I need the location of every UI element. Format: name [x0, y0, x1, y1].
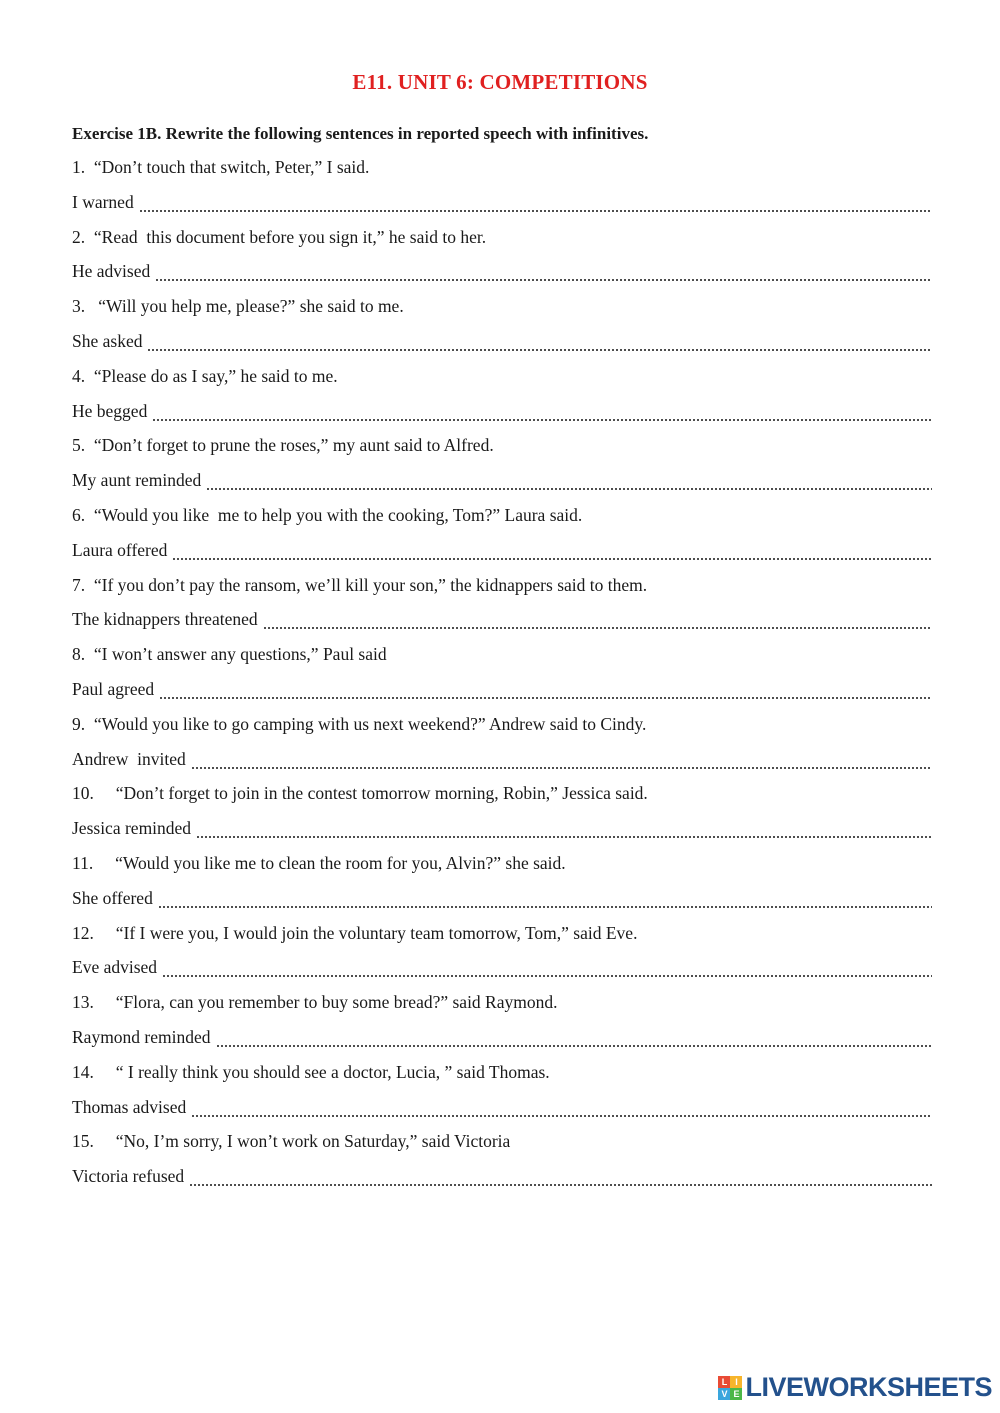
answer-line [72, 1023, 932, 1058]
answer-line [72, 397, 932, 432]
answer-input[interactable] [196, 820, 932, 840]
answer-prefix: Raymond reminded [72, 1026, 211, 1047]
answer-input[interactable] [139, 194, 932, 214]
answer-input[interactable] [172, 542, 932, 562]
liveworksheets-logo-icon [718, 1376, 742, 1400]
answer-prefix: Eve advised [72, 957, 158, 978]
exercise-item [72, 919, 932, 989]
answer-line [72, 675, 932, 710]
exercise-item [72, 153, 932, 223]
answer-line [72, 536, 932, 571]
exercise-item [72, 1058, 932, 1128]
question-text: 3. “Will you help me, please?” she said to me. [72, 296, 404, 317]
exercise-instruction: Exercise 1B. Rewrite the following sentences in reported speech with infinitives. [72, 124, 649, 143]
question-text: 14. “ I really think you should see a doctor, Lucia, ” said Thomas. [72, 1061, 550, 1082]
answer-prefix: The kidnappers threatened [72, 609, 258, 630]
question-text: 10. “Don’t forget to join in the contest tomorrow morning, Robin,” Jessica said. [72, 783, 648, 804]
answer-prefix: He advised [72, 261, 151, 282]
exercise-item [72, 431, 932, 501]
question-text: 9. “Would you like to go camping with us next weekend?” Andrew said to Cindy. [72, 713, 647, 734]
question-text: 7. “If you don’t pay the ransom, we’ll kill your son,” the kidnappers said to them. [72, 574, 648, 595]
exercise-item [72, 501, 932, 571]
exercise-item [72, 988, 932, 1058]
answer-prefix: Thomas advised [72, 1096, 187, 1117]
answer-input[interactable] [162, 959, 932, 979]
page-title: E11. UNIT 6: COMPETITIONS [352, 70, 648, 94]
question-text: 4. “Please do as I say,” he said to me. [72, 365, 338, 386]
question-text: 5. “Don’t forget to prune the roses,” my aunt said to Alfred. [72, 435, 494, 456]
question-text: 8. “I won’t answer any questions,” Paul said [72, 644, 387, 665]
answer-line [72, 953, 932, 988]
logo-letter: I [730, 1376, 742, 1388]
answer-line [72, 1162, 932, 1197]
answer-input[interactable] [216, 1029, 932, 1049]
answer-line [72, 884, 932, 919]
answer-input[interactable] [152, 403, 932, 423]
answer-prefix: Jessica reminded [72, 818, 192, 839]
exercise-list [72, 153, 932, 1197]
answer-line [72, 327, 932, 362]
answer-prefix: She asked [72, 330, 143, 351]
question-text: 13. “Flora, can you remember to buy some bread?” said Raymond. [72, 992, 558, 1013]
answer-line [72, 466, 932, 501]
answer-input[interactable] [147, 333, 932, 353]
answer-input[interactable] [206, 472, 932, 492]
logo-letter: E [730, 1388, 742, 1400]
answer-prefix: My aunt reminded [72, 470, 202, 491]
exercise-item [72, 1127, 932, 1197]
logo-letter: L [718, 1376, 730, 1388]
exercise-item [72, 362, 932, 432]
answer-input[interactable] [189, 1168, 932, 1188]
question-text: 15. “No, I’m sorry, I won’t work on Saturday,” said Victoria [72, 1131, 511, 1152]
answer-input[interactable] [191, 751, 932, 771]
answer-prefix: Victoria refused [72, 1166, 185, 1187]
answer-prefix: Paul agreed [72, 678, 155, 699]
exercise-item [72, 292, 932, 362]
question-text: 12. “If I were you, I would join the voluntary team tomorrow, Tom,” said Eve. [72, 922, 638, 943]
answer-line [72, 814, 932, 849]
exercise-item [72, 571, 932, 641]
question-text: 1. “Don’t touch that switch, Peter,” I said. [72, 157, 370, 177]
answer-input[interactable] [158, 890, 932, 910]
exercise-item [72, 223, 932, 293]
exercise-item [72, 710, 932, 780]
answer-prefix: Andrew invited [72, 748, 186, 769]
question-text: 11. “Would you like me to clean the room for you, Alvin?” she said. [72, 852, 566, 873]
answer-input[interactable] [191, 1099, 932, 1119]
answer-prefix: Laura offered [72, 539, 168, 560]
exercise-item [72, 849, 932, 919]
question-text: 2. “Read this document before you sign it,” he said to her. [72, 226, 487, 247]
brand-name: LIVEWORKSHEETS [745, 1372, 992, 1402]
question-text: 6. “Would you like me to help you with the cooking, Tom?” Laura said. [72, 504, 583, 525]
answer-line [72, 1093, 932, 1128]
answer-line [72, 257, 932, 292]
liveworksheets-brand [718, 1372, 992, 1403]
answer-prefix: She offered [72, 887, 153, 908]
answer-line [72, 605, 932, 640]
exercise-item [72, 779, 932, 849]
answer-prefix: He begged [72, 400, 148, 421]
exercise-item [72, 640, 932, 710]
answer-input[interactable] [263, 611, 932, 631]
logo-letter: V [718, 1388, 730, 1400]
answer-input[interactable] [155, 263, 932, 283]
answer-line [72, 745, 932, 780]
answer-line [72, 188, 932, 223]
answer-input[interactable] [159, 681, 932, 701]
answer-prefix: I warned [72, 191, 134, 212]
